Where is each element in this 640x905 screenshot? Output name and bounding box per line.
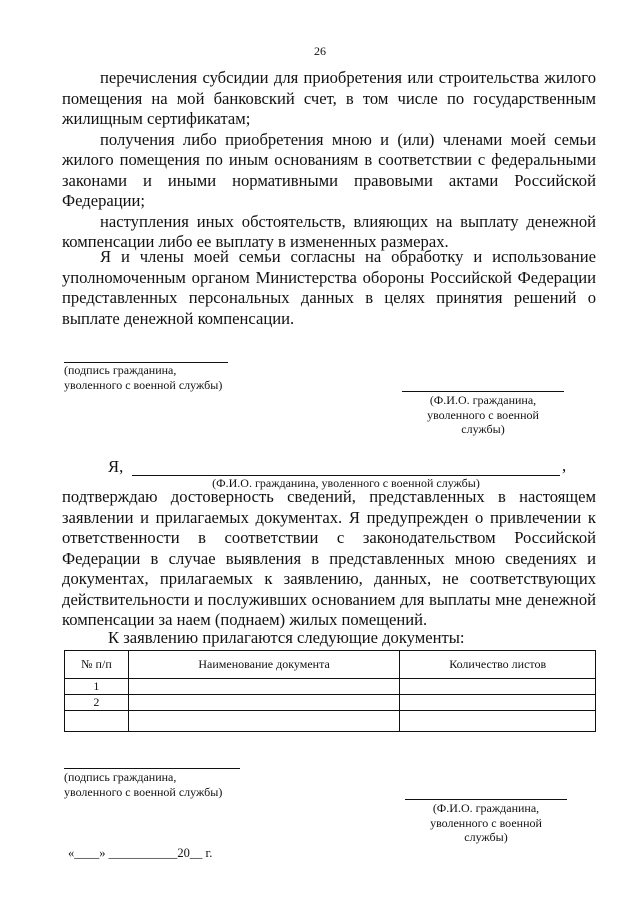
fio-caption-line: уволенного с военной (427, 407, 539, 422)
fio-caption-line: уволенного с военной (430, 815, 542, 830)
cell-sheet-count (400, 711, 596, 732)
fio-caption (402, 393, 564, 437)
paragraph-housing: получения либо приобретения мною и (или) членами моей семьи жилого помещения по иным основаниям в соответствии с федеральными законами и иными нормативными правовыми актами Российской Федерации; (62, 129, 596, 210)
fio-line (402, 391, 564, 392)
signature-caption-line: (подпись гражданина, (64, 770, 177, 784)
cell-sheet-count (400, 695, 596, 711)
table-header-row (65, 651, 596, 679)
header-number: № п/п (65, 651, 129, 679)
signature-caption (64, 770, 222, 799)
header-sheet-count: Количество листов (400, 651, 596, 679)
date-line: «____» ___________20__ г. (68, 846, 213, 860)
cell-document-name (128, 679, 399, 695)
consent-paragraph: Я и члены моей семьи согласны на обработку и использование уполномоченным органом Министерства обороны Российской Федерации представленных персональных данных в целях принятия решений о выплате денежной компенсации. (62, 247, 596, 328)
signature-caption (64, 363, 222, 392)
signature-caption-line: уволенного с военной службы) (64, 377, 223, 392)
cell-document-name (128, 695, 399, 711)
consent-block (62, 247, 596, 329)
fio-caption (405, 801, 567, 845)
table-row (65, 679, 596, 695)
cell-number (65, 711, 129, 732)
fio-caption-line: службы) (461, 422, 505, 436)
table-row (65, 695, 596, 711)
fio-caption-line: (Ф.И.О. гражданина, (432, 801, 540, 815)
signature-line (64, 768, 240, 769)
top-paragraphs (62, 68, 596, 253)
ya-label: Я, (108, 457, 124, 476)
cell-number: 1 (65, 679, 129, 695)
signature-caption-line: (подпись гражданина, (64, 363, 177, 377)
signature-caption-line: уволенного с военной службы) (64, 784, 223, 799)
table-row (65, 711, 596, 732)
attachments-table (64, 650, 596, 732)
page-number: 26 (314, 44, 326, 58)
declaration-fio-caption: (Ф.И.О. гражданина, уволенного с военной службы) (212, 476, 480, 490)
attachments-title: К заявлению прилагаются следующие документы: (108, 628, 465, 647)
fio-line (405, 799, 567, 800)
declaration-comma: , (562, 456, 567, 475)
declaration-block (62, 487, 596, 631)
fio-caption-line: службы) (464, 830, 508, 844)
cell-document-name (128, 711, 399, 732)
cell-sheet-count (400, 679, 596, 695)
paragraph-subsidy: перечисления субсидии для приобретения или строительства жилого помещения на мой банковский счет, в том числе по государственным жилищным сертификатам; (62, 68, 596, 128)
cell-number: 2 (65, 695, 129, 711)
header-document-name: Наименование документа (128, 651, 399, 679)
paragraph-circumstances: наступления иных обстоятельств, влияющих на выплату денежной компенсации либо ее выплату в измененных размерах. (62, 211, 596, 251)
fio-caption-line: (Ф.И.О. гражданина, (429, 393, 537, 407)
declaration-text: подтверждаю достоверность сведений, представленных в настоящем заявлении и прилагаемых документах. Я предупрежден о привлечении к ответственности в соответствии с законодательством Российской Федерации в случае выявления в представленных мною сведениях и документах, прилагаемых к заявлению, данных, не соответствующих действительности и послуживших основанием для выплаты мне денежной компенсации за наем (поднаем) жилых помещений. (62, 487, 596, 629)
